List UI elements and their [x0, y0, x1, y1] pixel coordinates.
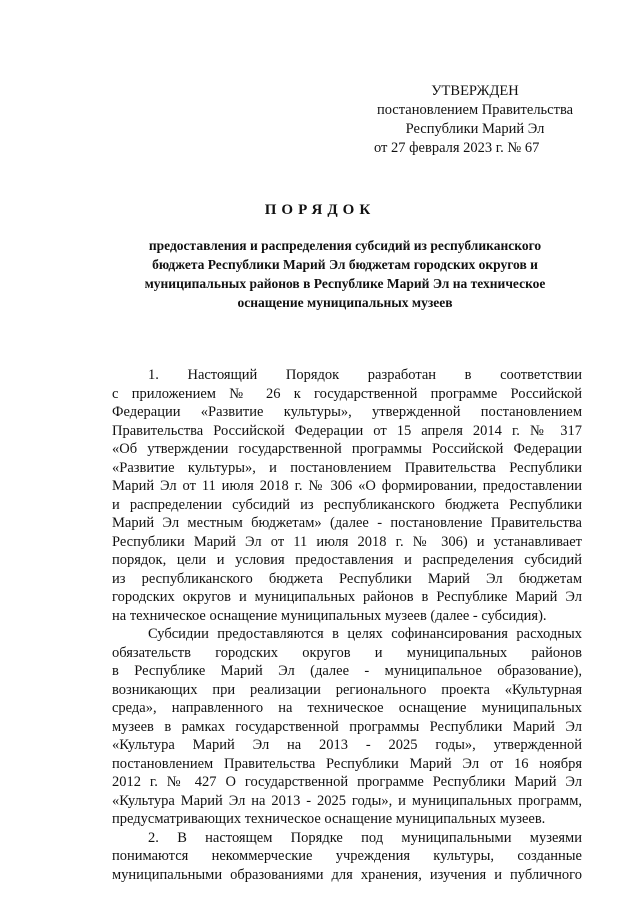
body-line: «Культура Марий Эл на 2013 - 2025 годы», утвержденной: [112, 737, 582, 753]
body-line: на техническое оснащение муниципальных музеев (далее - субсидия).: [112, 607, 547, 624]
approval-line: постановлением Правительства: [376, 102, 574, 118]
body-line: Правительства Российской Федерации от 15 апреля 2014 г. № 317: [112, 422, 582, 439]
document-title: ПОРЯДОК: [264, 202, 376, 218]
document-subtitle: [110, 236, 580, 312]
body-line: порядок, цели и условия предоставления и распределения субсидий: [112, 552, 582, 568]
body-line: «Развитие культуры», и постановлением Правительства Республики: [112, 459, 582, 476]
body-line: «Об утверждении государственной программы Российской Федерации: [112, 441, 582, 457]
body-line: 2. В настоящем Порядке под муниципальными музеями: [148, 829, 582, 846]
approval-date-line: от 27 февраля 2023 г. № 67: [374, 140, 540, 156]
body-line: музеев в рамках государственной программы Республики Марий Эл: [112, 718, 582, 735]
body-line: в Республике Марий Эл (далее - муниципальное образование),: [112, 663, 582, 679]
body-line: Марий Эл местным бюджетам» (далее - постановление Правительства: [112, 515, 582, 531]
subtitle-line: муниципальных районов в Республике Марий Эл на техническое: [144, 276, 546, 291]
body-line: предусматривающих техническое оснащение муниципальных музеев.: [112, 811, 546, 827]
body-line: Республики Марий Эл от 11 июля 2018 г. № 306) и устанавливает: [112, 533, 582, 550]
body-line: из республиканского бюджета Республики Марий Эл бюджетам: [112, 570, 582, 587]
document-body: [112, 366, 582, 884]
body-line: Марий Эл от 11 июля 2018 г. № 306 «О формировании, предоставлении: [112, 478, 582, 494]
body-line: с приложением № 26 к государственной программе Российской: [112, 385, 582, 402]
approval-line: УТВЕРЖДЕН: [431, 83, 519, 99]
body-line: понимаются некоммерческие учреждения культуры, созданные: [112, 848, 582, 864]
body-line: муниципальными образованиями для хранения, изучения и публичного: [112, 866, 582, 883]
subtitle-line: предоставления и распределения субсидий из республиканского: [148, 238, 542, 253]
body-line: Субсидии предоставляются в целях софинансирования расходных: [148, 626, 582, 642]
subtitle-line: бюджета Республики Марий Эл бюджетам городских округов и: [152, 257, 538, 272]
approval-stamp: [360, 82, 590, 158]
subtitle-line: оснащение муниципальных музеев: [237, 295, 453, 310]
body-line: возникающих при реализации регионального проекта «Культурная: [112, 681, 582, 698]
approval-line: Республики Марий Эл: [405, 121, 545, 137]
body-line: Федерации «Развитие культуры», утвержденной постановлением: [112, 404, 582, 420]
body-line: постановлением Правительства Республики Марий Эл от 16 ноября: [112, 755, 582, 772]
body-line: 1. Настоящий Порядок разработан в соответствии: [148, 367, 582, 383]
body-line: обязательств городских округов и муниципальных районов: [112, 644, 582, 661]
body-line: и распределении субсидий из республиканского бюджета Республики: [112, 496, 582, 513]
body-line: среда», направленного на техническое оснащение муниципальных: [112, 700, 582, 716]
body-line: «Культура Марий Эл на 2013 - 2025 годы», и муниципальных программ,: [112, 792, 582, 809]
body-line: городских округов и муниципальных районов в Республике Марий Эл: [112, 589, 582, 605]
body-line: 2012 г. № 427 О государственной программе Республики Марий Эл: [112, 774, 582, 790]
